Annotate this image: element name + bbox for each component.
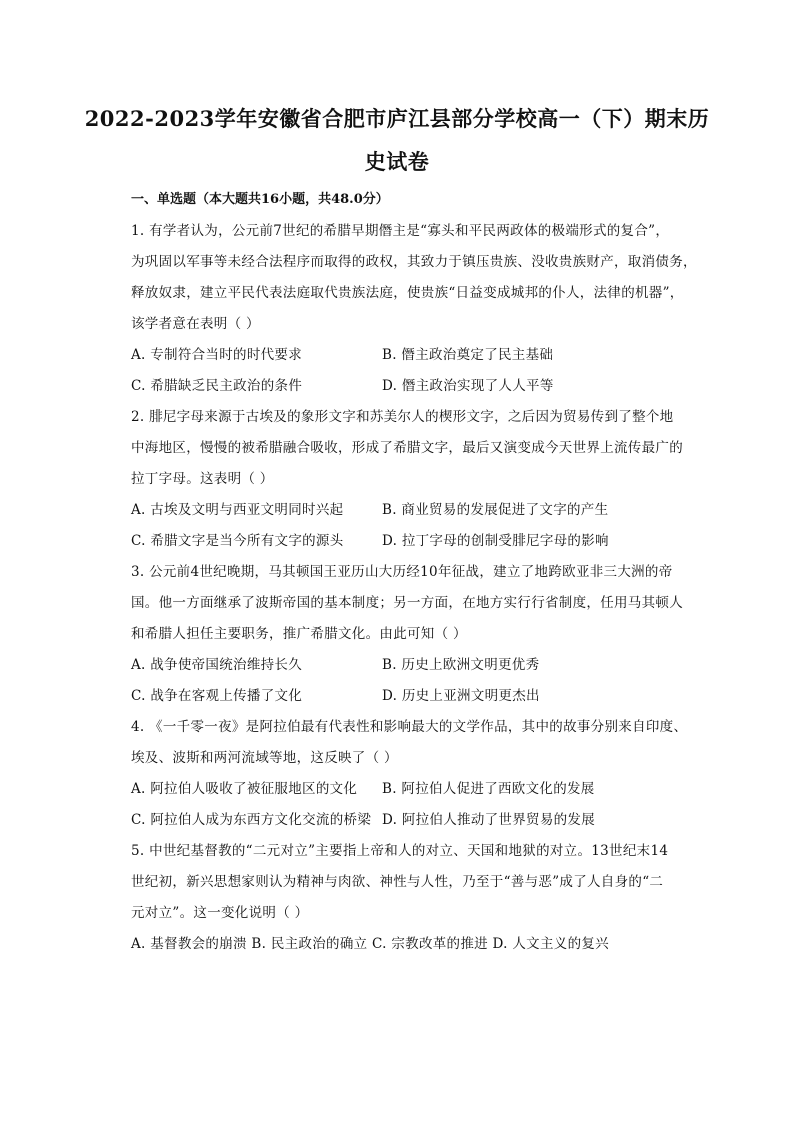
exam-title-line-2: 史试卷 xyxy=(364,149,430,174)
question-1-line-3: 释放奴隶，建立平民代表法庭取代贵族法庭，使贵族“日益变成城邦的仆人，法律的机器”， xyxy=(131,285,684,301)
question-1-option-b: B. 僭主政治奠定了民主基础 xyxy=(382,347,554,363)
question-4-option-c: C. 阿拉伯人成为东西方文化交流的桥梁 xyxy=(131,812,372,828)
question-3-line-3: 和希腊人担任主要职务，推广希腊文化。由此可知（ ） xyxy=(131,626,467,642)
question-5-options: A. 基督教会的崩溃 B. 民主政治的确立 C. 宗教改革的推进 D. 人文主义的复兴 xyxy=(131,936,609,952)
question-2-option-c: C. 希腊文字是当今所有文字的源头 xyxy=(131,533,344,549)
question-3-option-d: D. 历史上亚洲文明更杰出 xyxy=(382,688,540,704)
question-3-option-b: B. 历史上欧洲文明更优秀 xyxy=(382,657,540,673)
question-4-option-d: D. 阿拉伯人推动了世界贸易的发展 xyxy=(382,812,596,828)
question-2-line-1: 2. 腓尼字母来源于古埃及的象形文字和苏美尔人的楔形文字，之后因为贸易传到了整个地 xyxy=(131,409,674,425)
question-4-line-2: 埃及、波斯和两河流域等地，这反映了（ ） xyxy=(131,750,398,766)
question-5-line-2: 世纪初，新兴思想家则认为精神与肉欲、神性与人性，乃至于“善与恶”成了人自身的“二 xyxy=(131,874,664,890)
question-3-option-c: C. 战争在客观上传播了文化 xyxy=(131,688,303,704)
question-5-line-1: 5. 中世纪基督教的“二元对立”主要指上帝和人的对立、天国和地狱的对立。13世纪末14 xyxy=(131,843,669,859)
question-4-option-b: B. 阿拉伯人促进了西欧文化的发展 xyxy=(382,781,595,797)
question-1-option-d: D. 僭主政治实现了人人平等 xyxy=(382,378,554,394)
question-2-option-a: A. 古埃及文明与西亚文明同时兴起 xyxy=(131,502,344,518)
question-3-line-1: 3. 公元前4世纪晚期，马其顿国王亚历山大历经10年征战，建立了地跨欧亚非三大洲的帝 xyxy=(131,564,673,580)
question-1-option-c: C. 希腊缺乏民主政治的条件 xyxy=(131,378,303,394)
question-4-line-1: 4. 《一千零一夜》是阿拉伯最有代表性和影响最大的文学作品，其中的故事分别来自印度、 xyxy=(131,719,688,735)
question-1-line-1: 1. 有学者认为，公元前7世纪的希腊早期僭主是“寡头和平民两政体的极端形式的复合”， xyxy=(131,223,670,239)
question-1-line-4: 该学者意在表明（ ） xyxy=(131,316,260,332)
question-2-option-d: D. 拉丁字母的创制受腓尼字母的影响 xyxy=(382,533,609,549)
question-1-line-2: 为巩固以军事等未经合法程序而取得的政权，其致力于镇压贵族、没收贵族财产，取消债务， xyxy=(131,254,697,270)
question-2-line-3: 拉丁字母。这表明（ ） xyxy=(131,471,274,487)
section-heading: 一、单选题（本大题共16小题，共48.0分） xyxy=(131,192,389,207)
question-5-line-3: 元对立”。这一变化说明（ ） xyxy=(131,905,309,921)
question-3-line-2: 国。他一方面继承了波斯帝国的基本制度；另一方面，在地方实行行省制度，任用马其顿人 xyxy=(131,595,683,611)
question-4-option-a: A. 阿拉伯人吸收了被征服地区的文化 xyxy=(131,781,358,797)
question-2-option-b: B. 商业贸易的发展促进了文字的产生 xyxy=(382,502,609,518)
question-2-line-2: 中海地区，慢慢的被希腊融合吸收，形成了希腊文字，最后又演变成今天世界上流传最广的 xyxy=(131,440,683,456)
question-3-option-a: A. 战争使帝国统治维持长久 xyxy=(131,657,303,673)
exam-title-line-1: 2022-2023学年安徽省合肥市庐江县部分学校高一（下）期末历 xyxy=(84,106,710,131)
question-1-option-a: A. 专制符合当时的时代要求 xyxy=(131,347,303,363)
